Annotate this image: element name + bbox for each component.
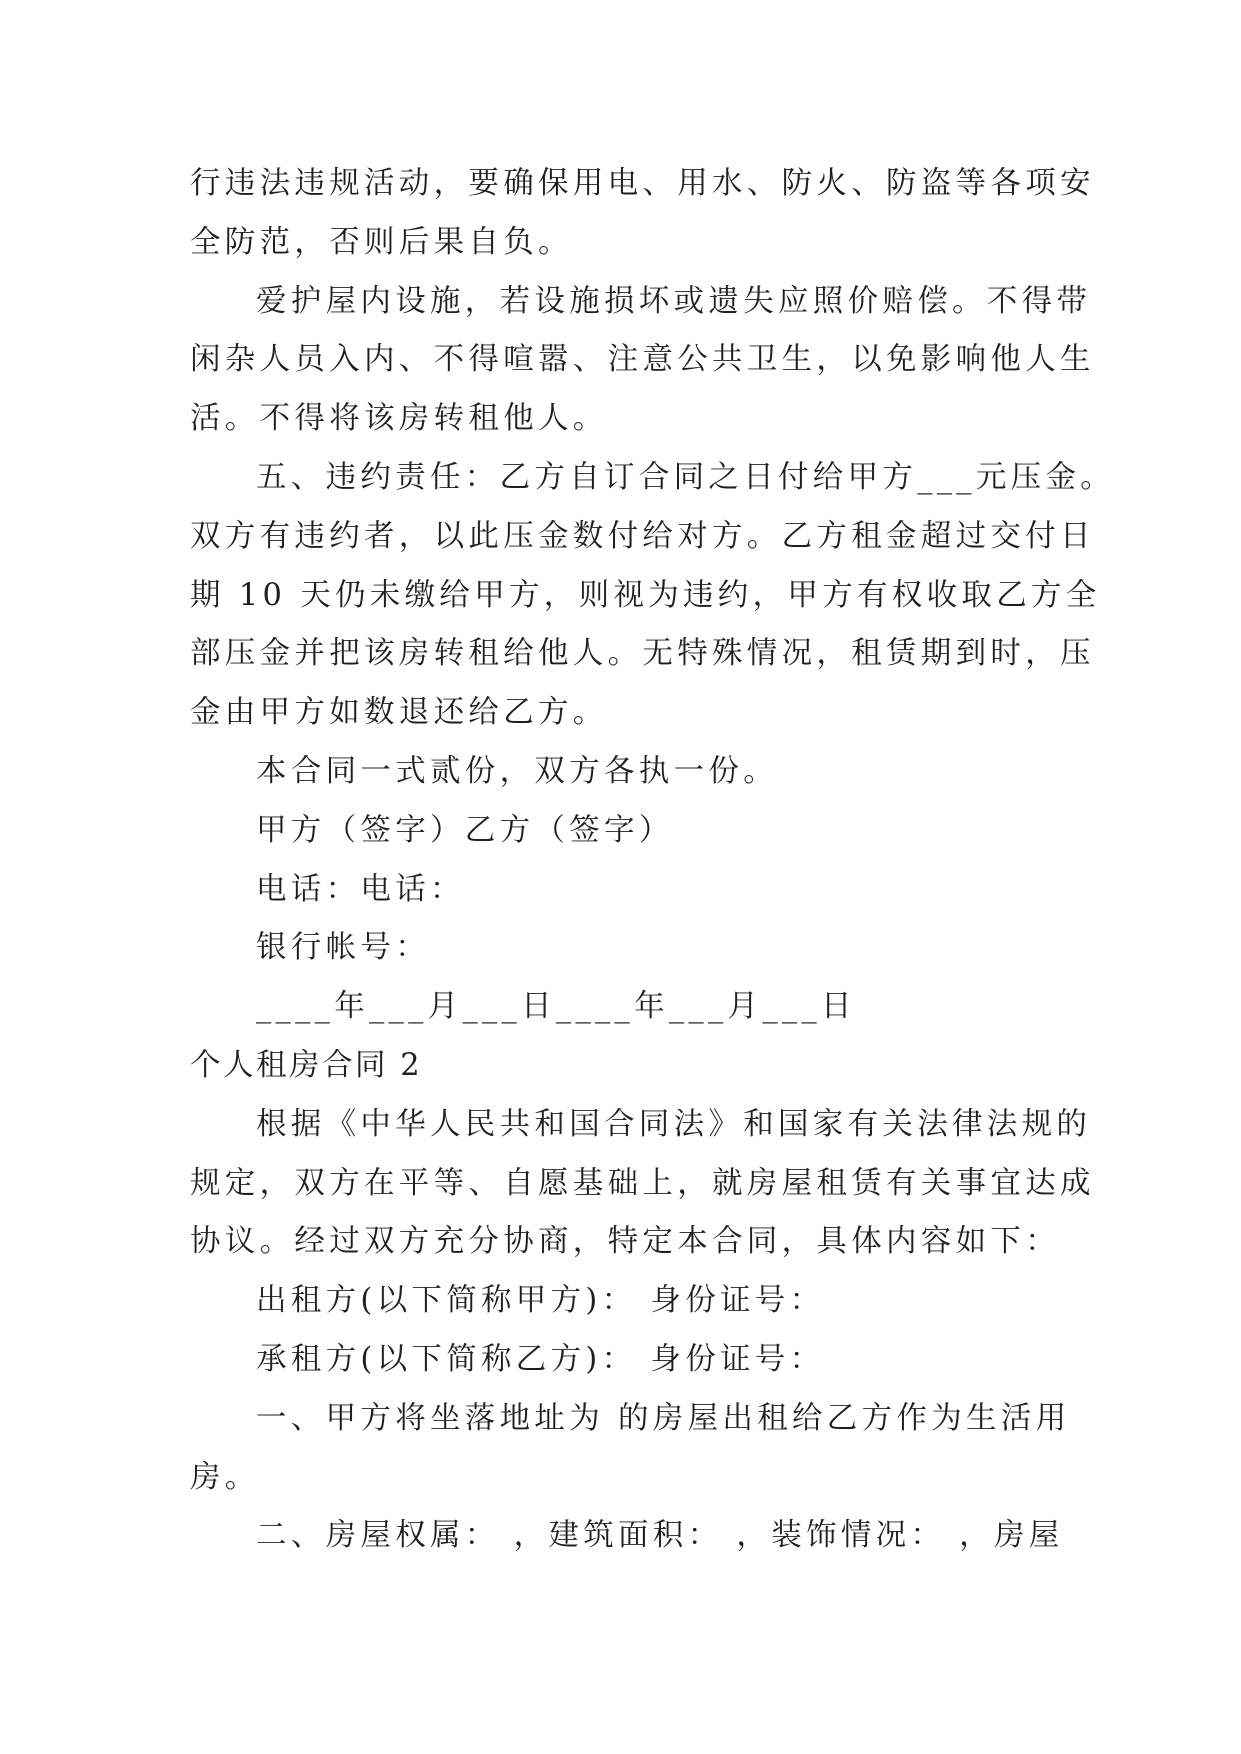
text-line: ____年___月___日____年___月___日 [256,989,856,1025]
text-line: 行违法违规活动，要确保用电、用水、防火、防盗等各项安 [190,166,1095,201]
text-line: 电话：电话： [256,871,465,907]
section-heading: 个人租房合同 2 [190,1047,423,1083]
text-line: 活。不得将该房转租他人。 [190,401,608,437]
text-line: 银行帐号： [256,930,430,966]
text-line: 协议。经过双方充分协商，特定本合同，具体内容如下： [190,1224,1060,1260]
text-line: 五、违约责任：乙方自订合同之日付给甲方___元压金。 [256,459,1116,495]
text-line: 爱护屋内设施，若设施损坏或遗失应照价赔偿。不得带 [256,283,1092,319]
text-line: 全防范，否则后果自负。 [190,224,573,260]
text-line: 房。 [190,1459,260,1495]
text-line: 二、房屋权属： ，建筑面积： ，装饰情况： ，房屋 [256,1518,1064,1554]
text-line: 规定，双方在平等、自愿基础上，就房屋租赁有关事宜达成 [190,1165,1095,1201]
text-line: 金由甲方如数退还给乙方。 [190,695,608,731]
text-line: 甲方（签字）乙方（签字） [256,812,674,848]
text-line: 承租方(以下简称乙方)： 身份证号： [256,1341,825,1377]
text-line: 根据《中华人民共和国合同法》和国家有关法律法规的 [256,1106,1092,1142]
text-line: 出租方(以下简称甲方)： 身份证号： [256,1283,825,1319]
document-body [190,155,1116,1566]
text-line: 闲杂人员入内、不得喧嚣、注意公共卫生，以免影响他人生 [190,342,1095,378]
text-line: 期 10 天仍未缴给甲方，则视为违约，甲方有权收取乙方全 [190,577,1101,613]
text-line: 本合同一式贰份，双方各执一份。 [256,753,778,789]
text-line: 部压金并把该房转租给他人。无特殊情况，租赁期到时，压 [190,636,1095,672]
text-line: 双方有违约者，以此压金数付给对方。乙方租金超过交付日 [190,518,1095,554]
text-line: 一、甲方将坐落地址为 的房屋出租给乙方作为生活用 [256,1400,1071,1436]
